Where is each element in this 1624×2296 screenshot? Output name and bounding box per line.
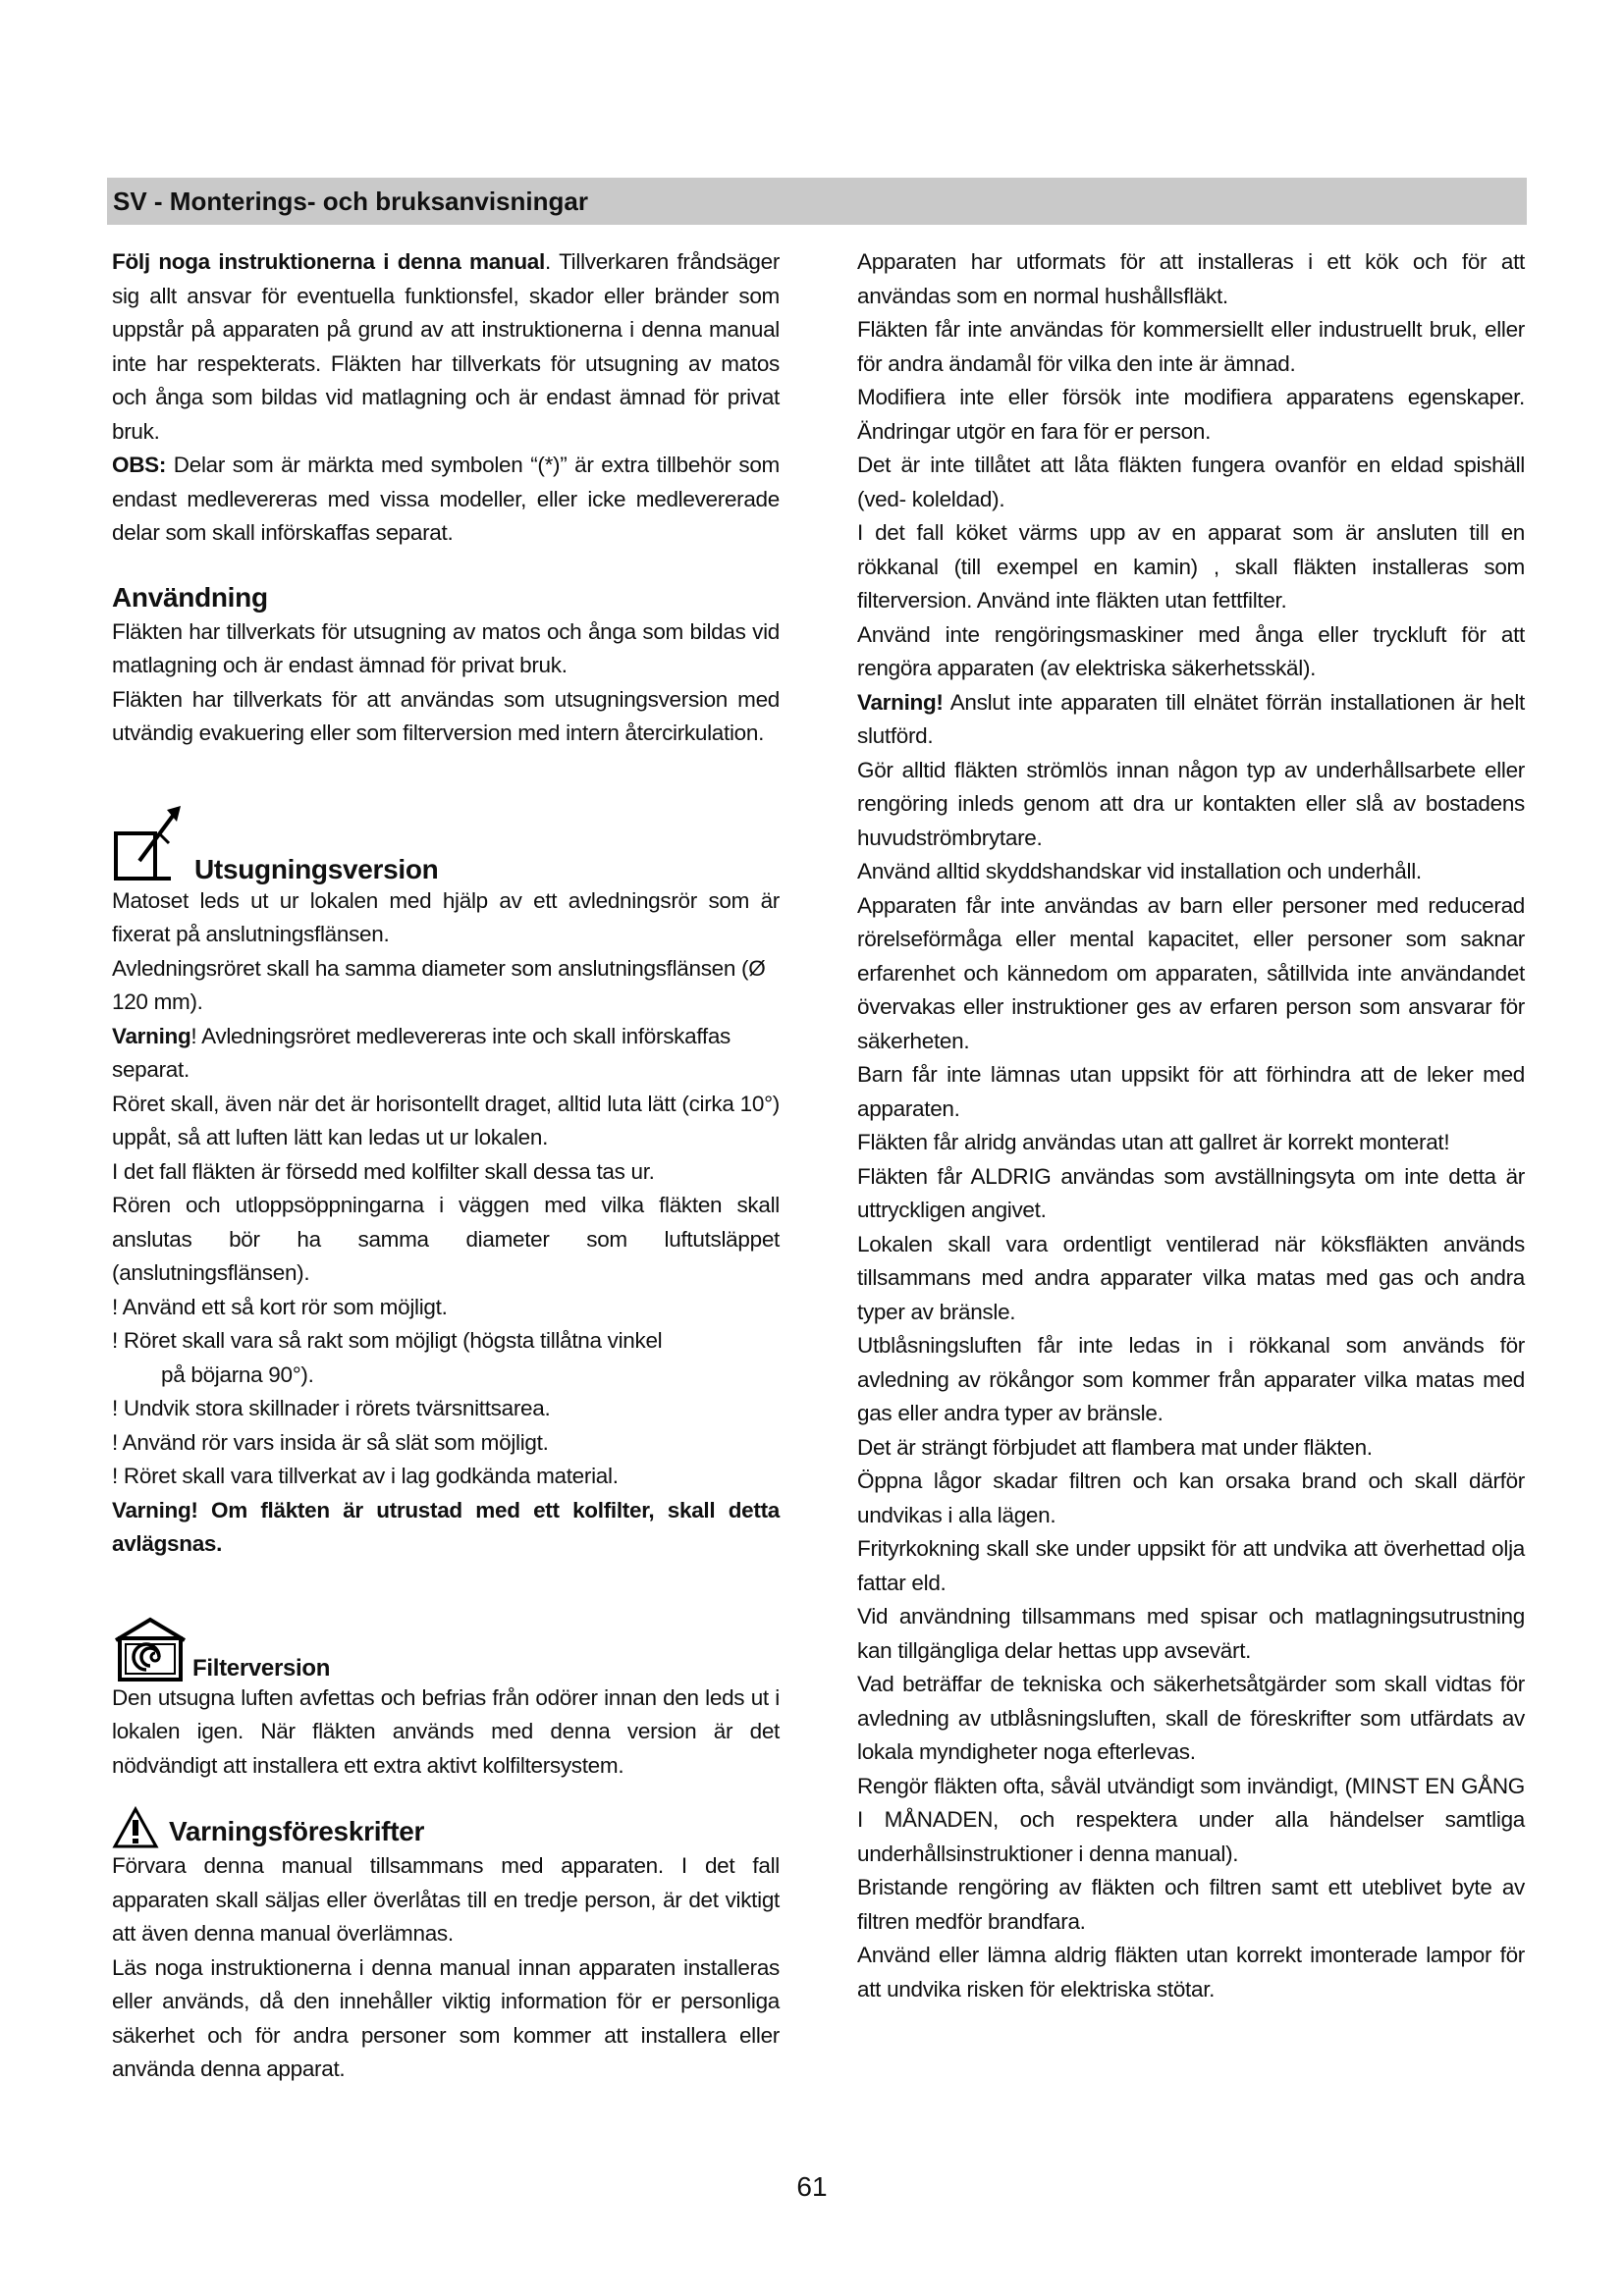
utsugning-p1: Matoset leds ut ur lokalen med hjälp av ett avledningsrör som är fixerat på anslutningsflänsen. (112, 887, 780, 946)
anvandning-heading: Användning (112, 581, 268, 613)
right-paragraph: Apparaten har utformats för att installeras i ett kök och för att användas som en normal hushållsfläkt. (857, 249, 1525, 308)
right-paragraph: Fläkten får ALDRIG användas som avställningsyta om inte detta är uttryckligen angivet. (857, 1163, 1525, 1222)
filter-heading: Filterversion (192, 1654, 331, 1682)
right-warning-paragraph (857, 686, 1525, 754)
utsugning-heading-row (112, 804, 780, 884)
recirculation-house-icon (112, 1617, 189, 1682)
bullet-item: ! Använd ett så kort rör som möjligt. (112, 1294, 448, 1319)
right-paragraph: Lokalen skall vara ordentligt ventilerad när köksfläkten används tillsammans med andra apparater vilka matas med gas och andra typer av bränsle. (857, 1231, 1525, 1324)
bullet-item: ! Röret skall vara så rakt som möjligt (högsta tillåtna vinkel (112, 1328, 663, 1353)
right-paragraph: Apparaten får inte användas av barn eller personer med reducerad rörelseförmåga eller mental kapacitet, eller personer som saknar erfarenhet och kännedom om apparaten, såtillvida inte användandet övervakas eller instruktioner ges av erfaren person som ansvarar för säkerheten. (857, 892, 1525, 1053)
right-paragraph: Använd alltid skyddshandskar vid installation och underhåll. (857, 859, 1422, 883)
right-paragraph: Rengör fläkten ofta, såväl utvändigt som invändigt, (MINST EN GÅNG I MÅNADEN, och respektera under alla händelser samtliga underhållsinstruktioner i denna manual). (857, 1773, 1525, 1866)
utsugning-warning (112, 1020, 780, 1088)
right-paragraph: Frityrkokning skall ske under uppsikt för att undvika att överhettad olja fattar eld. (857, 1536, 1525, 1595)
filter-heading-row (112, 1617, 780, 1682)
kolfilter-warning: Varning! Om fläkten är utrustad med ett kolfilter, skall detta avlägsnas. (112, 1497, 780, 1556)
bullet-item: ! Undvik stora skillnader i rörets tvärsnittsarea. (112, 1396, 551, 1420)
utsugning-p4: I det fall fläkten är försedd med kolfilter skall dessa tas ur. (112, 1158, 655, 1184)
exhaust-hood-icon (112, 804, 189, 884)
right-paragraph: Vad beträffar de tekniska och säkerhetsåtgärder som skall vidtas för avledning av utblåsningsluften, skall de föreskrifter som utfärdats av lokala myndigheter noga efterlevas. (857, 1672, 1525, 1764)
right-paragraph: Det är inte tillåtet att låta fläkten fungera ovanför en eldad spishäll (ved- koleldad). (857, 453, 1525, 511)
bullet-continuation: på böjarna 90°). (161, 1362, 314, 1387)
right-paragraph: Använd eller lämna aldrig fläkten utan korrekt imonterade lampor för att undvika risken för elektriska stötar. (857, 1943, 1525, 2002)
right-paragraph: Fläkten får inte användas för kommersiellt eller industruellt bruk, eller för andra ändamål för vilka den inte är ämnad. (857, 317, 1525, 376)
varning-heading-row (112, 1806, 780, 1849)
right-paragraph: Vid användning tillsammans med spisar och matlagningsutrustning kan tillgängliga delar hettas upp avsevärt. (857, 1604, 1525, 1663)
filter-p1: Den utsugna luften avfettas och befrias från odörer innan den leds ut i lokalen igen. När fläkten används med denna version är det nödvändigt att installera ett extra aktivt kolfiltersystem. (112, 1684, 780, 1778)
varning-p2: Läs noga instruktionerna i denna manual innan apparaten installeras eller används, då den innehåller viktig information för er personliga säkerhet och för andra personer som kommer att installera eller använda denna apparat. (112, 1954, 780, 2081)
bullet-item: ! Använd rör vars insida är så slät som möjligt. (112, 1429, 549, 1455)
obs-paragraph (112, 449, 780, 551)
right-paragraph: Modifiera inte eller försök inte modifiera apparatens egenskaper. Ändringar utgör en fara för er person. (857, 385, 1525, 444)
anvandning-p1: Fläkten har tillverkats för utsugning av matos och ånga som bildas vid matlagning och är endast ämnad för privat bruk. (112, 618, 780, 677)
right-paragraph: Öppna lågor skadar filtren och kan orsaka brand och skall därför undvikas i alla lägen. (857, 1468, 1525, 1527)
varning-heading: Varningsföreskrifter (169, 1816, 425, 1846)
right-paragraph: Gör alltid fläkten strömlös innan någon typ av underhållsarbete eller rengöring inleds genom att dra ur kontakten eller slå av bostadens huvudströmbrytare. (857, 757, 1525, 850)
utsugning-p3: Röret skall, även när det är horisontellt draget, alltid luta lätt (cirka 10°) uppåt, så att luften lätt kan ledas ut ur lokalen. (112, 1091, 780, 1149)
page-number: 61 (796, 2171, 828, 2202)
intro-bold: Följ noga instruktionerna i denna manual (112, 249, 545, 274)
right-paragraph: Utblåsningsluften får inte ledas in i rökkanal som används för avledning av rökångor som kommer från apparater vilka matas med gas eller andra typer av bränsle. (857, 1333, 1525, 1425)
right-column (857, 245, 1525, 2006)
intro-rest: . Tillverkaren fråndsäger sig allt ansvar för eventuella funktionsfel, skador eller bränder som uppstår på apparaten på grund av att instruktionerna i denna manual inte har respekterats. Fläkten har tillverkats för utsugning av matos och ånga som bildas vid matlagning och är endast ämnad för privat bruk. (112, 249, 781, 444)
intro-paragraph (112, 245, 780, 449)
right-warning-text: Anslut inte apparaten till elnätet förrän installationen är helt slutförd. (857, 689, 1525, 748)
warning-text: ! Avledningsröret medlevereras inte och skall införskaffas separat. (112, 1023, 731, 1082)
right-paragraph: Barn får inte lämnas utan uppsikt för att förhindra att de leker med apparaten. (857, 1062, 1525, 1121)
right-paragraph: Fläkten får alridg användas utan att gallret är korrekt monterat! (857, 1130, 1450, 1154)
obs-text: Delar som är märkta med symbolen “(*)” är extra tillbehör som endast medlevereras med vissa modeller, eller icke medlevererade delar som skall införskaffas separat. (112, 453, 780, 545)
bullet-item: ! Röret skall vara tillverkat av i lag godkända material. (112, 1464, 619, 1488)
header-title: SV - Monterings- och bruksanvisningar (113, 187, 588, 216)
obs-label: OBS: (112, 453, 167, 477)
anvandning-p2: Fläkten har tillverkats för att användas som utsugningsversion med utvändig evakuering eller som filterversion med intern återcirkulation. (112, 686, 780, 745)
section-header (107, 178, 1527, 225)
warning-triangle-icon (112, 1806, 159, 1849)
right-paragraph: Det är strängt förbjudet att flambera mat under fläkten. (857, 1434, 1373, 1460)
right-paragraph: Använd inte rengöringsmaskiner med ånga eller tryckluft för att rengöra apparaten (av elektriska säkerhetsskäl). (857, 621, 1525, 680)
right-warning-label: Varning! (857, 689, 944, 715)
varning-p1: Förvara denna manual tillsammans med apparaten. I det fall apparaten skall säljas eller överlåtas till en tredje person, är det viktigt att även denna manual överlämnas. (112, 1853, 780, 1946)
right-paragraph: Bristande rengöring av fläkten och filtren samt ett uteblivet byte av filtren medför brandfara. (857, 1875, 1525, 1934)
utsugning-heading: Utsugningsversion (194, 853, 439, 884)
utsugning-p2: Avledningsröret skall ha samma diameter som anslutningsflänsen (Ø 120 mm). (112, 955, 766, 1014)
utsugning-p5: Rören och utloppsöppningarna i väggen med vilka fläkten skall anslutas bör ha samma diameter som luftutsläppet (anslutningsflänsen). (112, 1193, 780, 1285)
left-column (112, 245, 780, 2087)
warning-label: Varning (112, 1023, 191, 1048)
right-paragraph: I det fall köket värms upp av en apparat som är ansluten till en rökkanal (till exempel en kamin) , skall fläkten installeras som filterversion. Använd inte fläkten utan fettfilter. (857, 520, 1525, 613)
